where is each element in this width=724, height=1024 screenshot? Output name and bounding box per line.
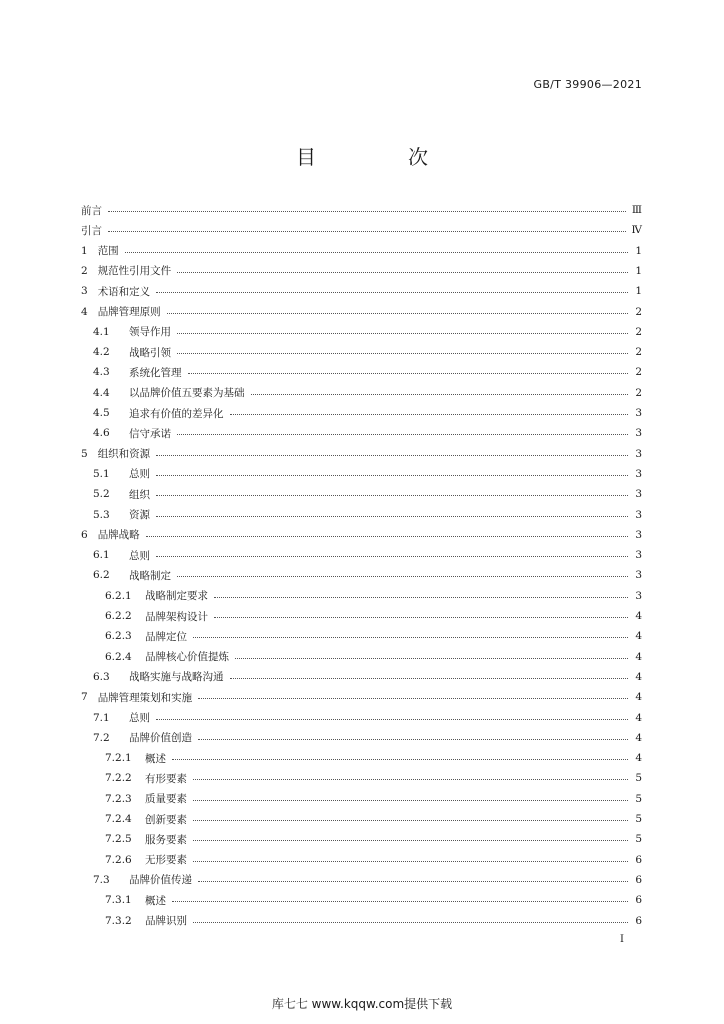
toc-entry-page: 5 (635, 772, 642, 785)
toc-entry-title: 品牌战略 (97, 529, 140, 542)
toc-entry-number: 4.4 (93, 386, 110, 399)
toc-entry-title: 战略制定 (129, 569, 171, 582)
footer-watermark: 库七七 www.kqqw.com提供下载 (271, 997, 453, 1011)
toc-entry[interactable] (81, 870, 642, 890)
dot-leader (156, 494, 628, 496)
toc-entry[interactable] (81, 748, 642, 768)
toc-entry-page: 4 (635, 630, 642, 643)
toc-entry-number: 5.2 (93, 488, 110, 501)
toc-entry-number: 6 (81, 528, 88, 541)
toc-entry-page: 4 (635, 752, 642, 765)
toc-entry-number: 2 (81, 264, 88, 277)
toc-entry[interactable] (81, 220, 642, 240)
toc-entry-title: 组织和资源 (97, 448, 151, 461)
toc-entry[interactable] (81, 586, 642, 606)
dot-leader (214, 616, 628, 618)
toc-entry-title: 战略制定要求 (145, 590, 208, 603)
toc-entry-title: 系统化管理 (129, 366, 182, 379)
toc-entry[interactable] (81, 525, 642, 545)
toc-entry-title: 品牌管理策划和实施 (97, 691, 193, 704)
toc-entry-page: 1 (635, 285, 642, 298)
toc-entry-title: 品牌架构设计 (145, 610, 208, 623)
toc-entry-title: 总则 (129, 712, 150, 724)
dot-leader (172, 758, 628, 760)
toc-entry-title: 品牌核心价值提炼 (145, 651, 229, 664)
toc-entry-number: 5 (81, 447, 88, 460)
toc-entry-number: 7.3.1 (105, 894, 132, 907)
toc-entry-page: 4 (635, 691, 642, 704)
toc-entry-title: 品牌识别 (145, 915, 187, 927)
toc-entry-page: 4 (635, 731, 642, 744)
toc-entry-number: 4 (81, 305, 88, 318)
toc-entry-number: 7.2.5 (105, 833, 132, 846)
toc-entry-number: 7 (81, 691, 88, 704)
dot-leader (125, 251, 628, 253)
toc-entry-page: 2 (635, 366, 642, 379)
toc-entry-title: 领导作用 (129, 326, 171, 339)
toc-entry-number: 6.2.4 (105, 650, 132, 663)
toc-entry-number: 4.5 (93, 407, 110, 419)
toc-entry-title: 规范性引用文件 (97, 265, 172, 278)
toc-entry-number: 7.3.2 (105, 914, 132, 927)
toc-entry-page: 3 (635, 589, 642, 602)
dot-leader (235, 657, 628, 659)
toc-entry[interactable] (81, 302, 642, 322)
toc-entry[interactable] (81, 444, 642, 464)
toc-entry-page: 3 (635, 467, 642, 480)
dot-leader (193, 839, 628, 841)
dot-leader (177, 575, 628, 577)
dot-leader (156, 454, 628, 456)
toc-entry-page: 6 (635, 894, 642, 907)
toc-entry-page: Ⅳ (631, 224, 642, 237)
dot-leader (108, 210, 626, 212)
toc-entry[interactable] (81, 383, 642, 403)
toc-entry-number: 4.1 (93, 325, 110, 338)
toc-entry-page: 5 (635, 833, 642, 846)
toc-entry-page: 3 (635, 569, 642, 582)
toc-entry-page: 3 (635, 528, 642, 541)
toc-entry-page: 2 (635, 305, 642, 318)
toc-entry-page: 2 (635, 346, 642, 359)
toc-entry-title: 以品牌价值五要素为基础 (129, 387, 245, 400)
dot-leader (214, 596, 628, 598)
toc-entry-number: 4.3 (93, 366, 110, 379)
toc-entry[interactable] (81, 464, 642, 484)
dot-leader (193, 921, 628, 923)
dot-leader (156, 515, 628, 517)
dot-leader (193, 778, 628, 780)
toc-entry-page: 6 (635, 873, 642, 886)
toc-entry-title: 创新要素 (145, 813, 187, 826)
toc-entry-title: 总则 (129, 549, 150, 562)
dot-leader (198, 697, 628, 699)
toc-entry-page: 4 (635, 670, 642, 683)
toc-entry-number: 1 (81, 244, 88, 257)
toc-entry-number: 7.2.6 (105, 853, 132, 866)
toc-entry-number: 5.1 (93, 467, 110, 480)
toc-entry-page: Ⅲ (631, 204, 642, 216)
toc-entry-number: 7.2.4 (105, 813, 132, 825)
toc-entry-title: 组织 (129, 488, 150, 501)
dot-leader (156, 291, 628, 293)
toc-entry-number: 7.2.3 (105, 792, 132, 805)
dot-leader (177, 332, 628, 334)
toc-entry-title: 服务要素 (145, 833, 187, 846)
dot-leader (193, 799, 628, 801)
toc-entry[interactable] (81, 423, 642, 443)
toc-entry-title: 战略引领 (129, 346, 171, 359)
toc-entry-page: 3 (635, 447, 642, 460)
toc-entry-page: 6 (635, 914, 642, 927)
toc-entry-title: 品牌价值传递 (129, 874, 192, 887)
toc-entry[interactable] (81, 728, 642, 748)
toc-entry[interactable] (81, 281, 642, 301)
toc-entry[interactable] (81, 789, 642, 809)
toc-entry-page: 5 (635, 813, 642, 825)
page-title: 目 次 (296, 145, 464, 169)
toc-entry[interactable] (81, 403, 642, 423)
toc-entry-page: 1 (635, 244, 642, 257)
toc-entry[interactable] (81, 809, 642, 829)
toc-entry-page: 3 (635, 427, 642, 440)
toc-entry-page: 4 (635, 711, 642, 724)
toc-entry[interactable] (81, 241, 642, 261)
dot-leader (230, 677, 629, 679)
toc-entry-number: 7.3 (93, 873, 110, 886)
toc-entry-title: 品牌定位 (145, 630, 187, 643)
dot-leader (193, 636, 628, 638)
toc-entry[interactable] (81, 911, 642, 931)
dot-leader (108, 230, 626, 232)
dot-leader (156, 474, 628, 476)
toc-entry[interactable] (81, 667, 642, 687)
toc-entry-number: 6.2.3 (105, 630, 132, 643)
toc-entry-title: 战略实施与战略沟通 (129, 671, 224, 684)
toc-entry-number: 3 (81, 285, 88, 298)
toc-entry-title: 术语和定义 (97, 285, 151, 298)
toc-entry-page: 3 (635, 508, 642, 521)
dot-leader (177, 352, 628, 354)
toc-entry[interactable] (81, 342, 642, 362)
dot-leader (193, 819, 628, 821)
toc-entry-title: 信守承诺 (129, 427, 171, 440)
toc-entry-number: 6.1 (93, 549, 110, 562)
toc-entry[interactable] (81, 829, 642, 849)
toc-entry-number: 4.6 (93, 427, 110, 440)
toc-entry[interactable] (81, 606, 642, 626)
toc-entry-number: 7.2.2 (105, 772, 132, 785)
toc-entry[interactable] (81, 362, 642, 382)
toc-entry[interactable] (81, 565, 642, 585)
dot-leader (193, 860, 628, 862)
toc-entry[interactable] (81, 200, 642, 220)
toc-entry-number: 7.2 (93, 731, 110, 744)
dot-leader (167, 312, 628, 314)
toc-entry-page: 4 (635, 650, 642, 663)
dot-leader (198, 880, 628, 882)
toc-entry-title: 品牌价值创造 (129, 732, 192, 745)
toc-entry[interactable] (81, 322, 642, 342)
toc-entry-number: 5.3 (93, 508, 110, 521)
toc-entry[interactable] (81, 261, 642, 281)
dot-leader (146, 535, 628, 537)
toc-entry-page: 3 (635, 488, 642, 501)
toc-entry-page: 5 (635, 792, 642, 805)
toc-entry-title: 总则 (129, 468, 150, 481)
toc-entry[interactable] (81, 768, 642, 788)
toc-entry[interactable] (81, 484, 642, 504)
dot-leader (188, 372, 629, 374)
toc-entry-number: 6.2.2 (105, 610, 132, 622)
page-number: I (620, 934, 624, 945)
toc-entry-page: 1 (635, 264, 642, 277)
toc-entry-page: 4 (635, 610, 642, 622)
toc-entry[interactable] (81, 505, 642, 525)
toc-entry-page: 6 (635, 853, 642, 866)
dot-leader (156, 555, 628, 557)
toc-entry-title: 资源 (129, 509, 150, 521)
toc-entry-number: 4.2 (93, 346, 110, 359)
toc-entry-number: 6.2 (93, 569, 110, 582)
toc-entry-number: 6.3 (93, 670, 110, 683)
toc-entry-title: 概述 (145, 894, 166, 907)
dot-leader (251, 393, 629, 395)
toc-entry[interactable] (81, 545, 642, 565)
toc-entry-number: 7.2.1 (105, 752, 132, 765)
toc-entry[interactable] (81, 647, 642, 667)
toc-entry-title: 品牌管理原则 (97, 306, 161, 318)
toc-entry[interactable] (81, 708, 642, 728)
dot-leader (172, 900, 628, 902)
toc-entry-title: 范围 (97, 245, 119, 258)
dot-leader (230, 413, 629, 415)
toc-entry-title: 前言 (81, 204, 102, 217)
toc-entry-title: 追求有价值的差异化 (129, 407, 224, 420)
toc-entry[interactable] (81, 890, 642, 910)
toc-entry-page: 2 (635, 325, 642, 338)
toc-entry-number: 6.2.1 (105, 589, 132, 602)
toc-entry-title: 有形要素 (145, 772, 187, 785)
toc-entry-page: 3 (635, 407, 642, 419)
toc-entry-page: 2 (635, 386, 642, 399)
toc-entry[interactable] (81, 687, 642, 707)
toc-entry-title: 引言 (81, 224, 102, 237)
dot-leader (177, 271, 628, 273)
toc-entry-number: 7.1 (93, 711, 110, 724)
toc-entry-title: 无形要素 (145, 854, 187, 867)
toc-entry-page: 3 (635, 549, 642, 562)
dot-leader (177, 433, 628, 435)
toc-entry-title: 概述 (145, 752, 166, 765)
toc-entry[interactable] (81, 850, 642, 870)
dot-leader (156, 718, 628, 720)
dot-leader (198, 738, 628, 740)
toc-entry-title: 质量要素 (145, 793, 187, 806)
toc-entry[interactable] (81, 626, 642, 646)
standard-code: GB/T 39906—2021 (533, 78, 642, 91)
